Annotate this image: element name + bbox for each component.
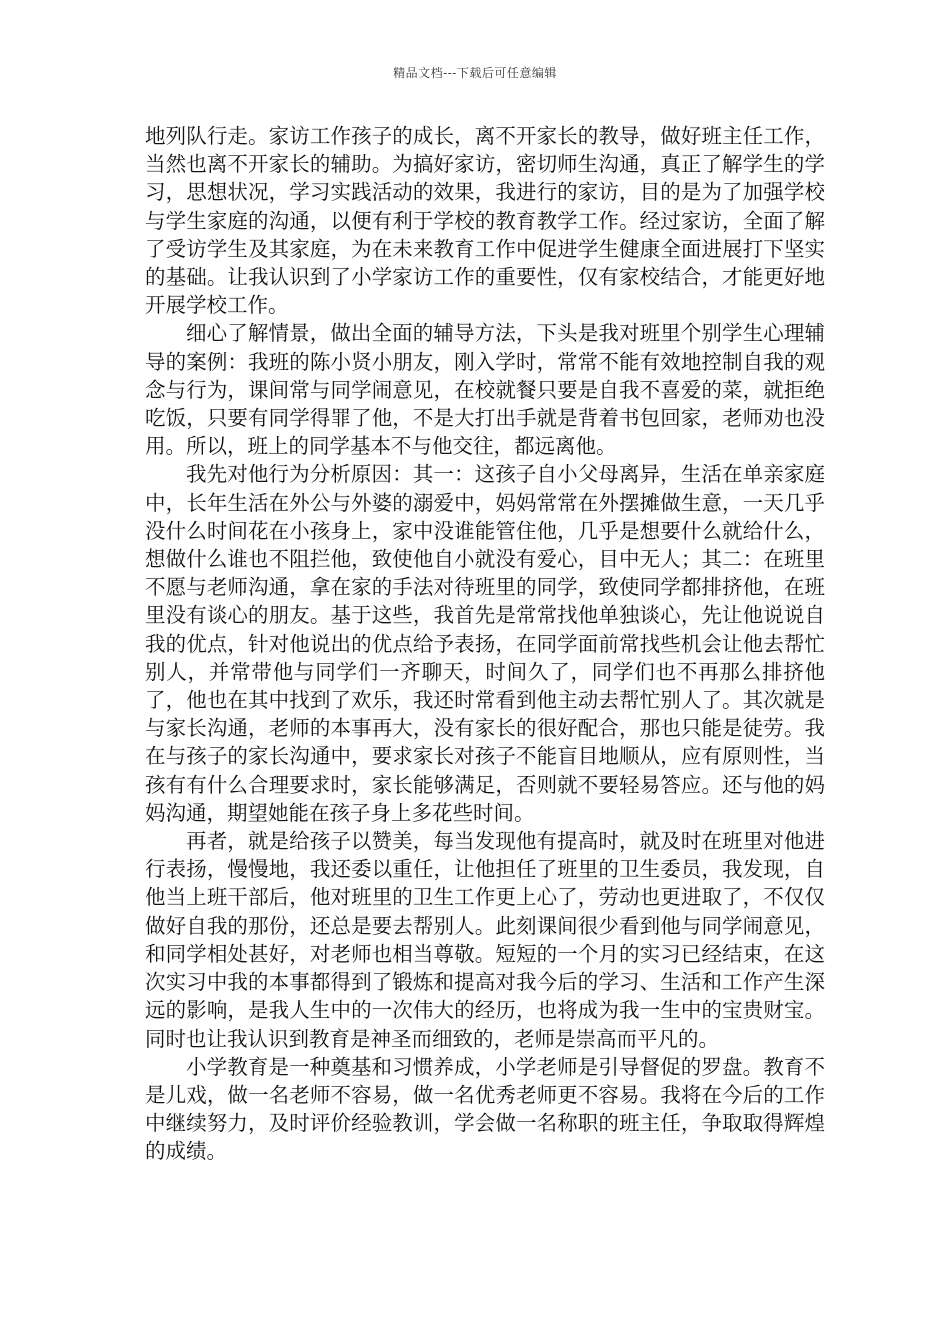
document-body <box>145 122 825 1166</box>
paragraph: 再者，就是给孩子以赞美，每当发现他有提高时，就及时在班里对他进行表扬，慢慢地，我还委以重任，让他担任了班里的卫生委员，我发现，自他当上班干部后，他对班里的卫生工作更上心了，劳动也更进取了，不仅仅做好自我的那份，还总是要去帮别人。此刻课间很少看到他与同学闹意见，和同学相处甚好，对老师也相当尊敬。短短的一个月的实习已经结束，在这次实习中我的本事都得到了锻炼和提高对我今后的学习、生活和工作产生深远的影响，是我人生中的一次伟大的经历，也将成为我一生中的宝贵财宝。同时也让我认识到教育是神圣而细致的，老师是崇高而平凡的。 <box>145 829 825 1051</box>
paragraph: 小学教育是一种奠基和习惯养成，小学老师是引导督促的罗盘。教育不是儿戏，做一名老师不容易，做一名优秀老师更不容易。我将在今后的工作中继续努力，及时评价经验教训，学会做一名称职的班主任，争取取得辉煌的成绩。 <box>145 1054 825 1164</box>
paragraph: 我先对他行为分析原因：其一：这孩子自小父母离异，生活在单亲家庭中，长年生活在外公与外婆的溺爱中，妈妈常常在外摆摊做生意，一天几乎没什么时间花在小孩身上，家中没谁能管住他，几乎是想要什么就给什么，想做什么谁也不阻拦他，致使他自小就没有爱心，目中无人；其二：在班里不愿与老师沟通，拿在家的手法对待班里的同学，致使同学都排挤他，在班里没有谈心的朋友。基于这些，我首先是常常找他单独谈心，先让他说说自我的优点，针对他说出的优点给予表扬，在同学面前常找些机会让他去帮忙别人，并常带他与同学们一齐聊天，时间久了，同学们也不再那么排挤他了，他也在其中找到了欢乐，我还时常看到他主动去帮忙别人了。其次就是与家长沟通，老师的本事再大，没有家长的很好配合，那也只能是徒劳。我在与孩子的家长沟通中，要求家长对孩子不能盲目地顺从，应有原则性，当孩有有什么合理要求时，家长能够满足，否则就不要轻易答应。还与他的妈妈沟通，期望她能在孩子身上多花些时间。 <box>145 462 825 825</box>
paragraph: 地列队行走。家访工作孩子的成长，离不开家长的教导，做好班主任工作，当然也离不开家长的辅助。为搞好家访，密切师生沟通，真正了解学生的学习，思想状况，学习实践活动的效果，我进行的家访，目的是为了加强学校与学生家庭的沟通，以便有利于学校的教育教学工作。经过家访，全面了解了受访学生及其家庭，为在未来教育工作中促进学生健康全面进展打下坚实的基础。让我认识到了小学家访工作的重要性，仅有家校结合，才能更好地开展学校工作。 <box>145 124 825 318</box>
paragraph: 细心了解情景，做出全面的辅导方法，下头是我对班里个别学生心理辅导的案例：我班的陈小贤小朋友，刚入学时，常常不能有效地控制自我的观念与行为，课间常与同学闹意见，在校就餐只要是自我不喜爱的菜，就拒绝吃饭，只要有同学得罪了他，不是大打出手就是背着书包回家，老师劝也没用。所以，班上的同学基本不与他交往，都远离他。 <box>145 321 825 459</box>
page-header: 精品文档---下载后可任意编辑 <box>393 66 557 80</box>
